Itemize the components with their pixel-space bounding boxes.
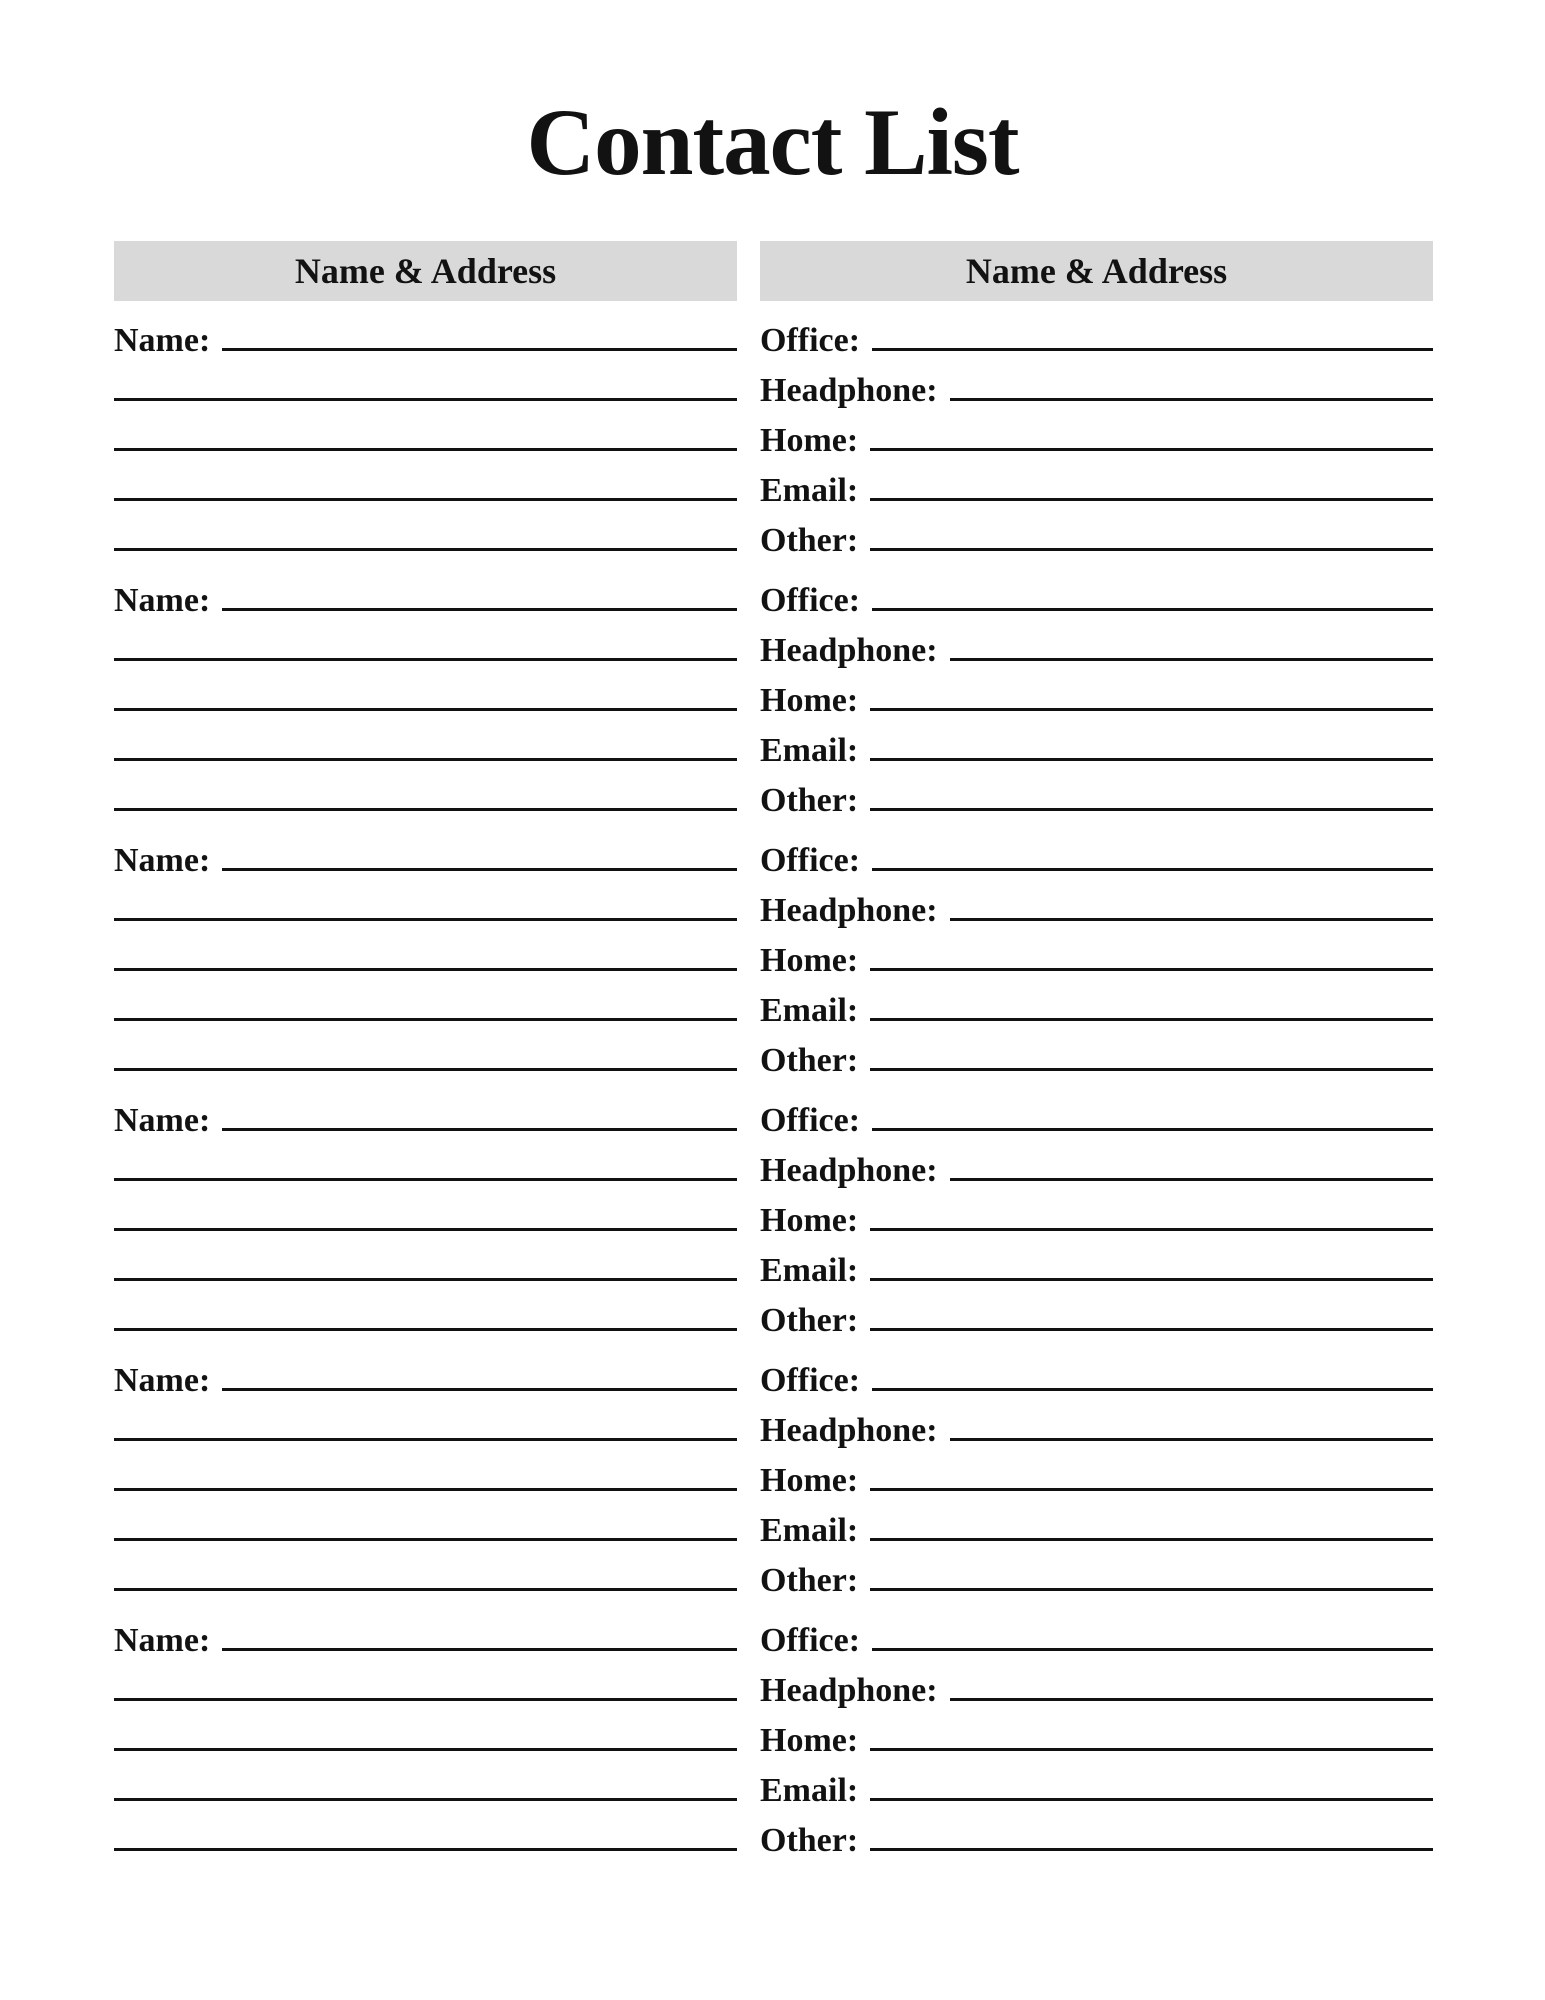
blank-row	[114, 1441, 737, 1491]
field-label: Home:	[760, 422, 859, 459]
field-label: Headphone:	[760, 372, 938, 409]
fill-in-line	[114, 1538, 737, 1541]
fill-in-line	[870, 808, 1433, 811]
field-label: Other:	[760, 522, 859, 559]
blank-row	[114, 1491, 737, 1541]
fill-in-line	[114, 758, 737, 761]
field-label: Email:	[760, 1252, 859, 1289]
field-label: Email:	[760, 732, 859, 769]
field-row	[760, 501, 1433, 559]
field-label: Office:	[760, 842, 861, 879]
field-label: Headphone:	[760, 892, 938, 929]
blank-row	[114, 921, 737, 971]
fill-in-line	[114, 1178, 737, 1181]
fill-in-line	[870, 1798, 1433, 1801]
fill-in-line	[872, 348, 1433, 351]
fill-in-line	[872, 608, 1433, 611]
field-label: Email:	[760, 472, 859, 509]
field-label: Name:	[114, 1102, 211, 1139]
field-row	[760, 1341, 1433, 1399]
field-label: Email:	[760, 1772, 859, 1809]
fill-in-line	[950, 658, 1433, 661]
blank-row	[114, 1701, 737, 1751]
field-label: Other:	[760, 1822, 859, 1859]
field-label: Home:	[760, 1722, 859, 1759]
fill-in-line	[872, 1388, 1433, 1391]
field-label: Home:	[760, 682, 859, 719]
blank-row	[114, 501, 737, 551]
field-label: Office:	[760, 1102, 861, 1139]
column-blocks-right	[760, 301, 1433, 1859]
fill-in-line	[870, 1748, 1433, 1751]
columns-container	[114, 241, 1545, 1859]
contact-block	[760, 1081, 1433, 1339]
field-label: Other:	[760, 1302, 859, 1339]
fill-in-line	[114, 1438, 737, 1441]
fill-in-line	[114, 1068, 737, 1071]
field-label: Office:	[760, 582, 861, 619]
field-row	[760, 301, 1433, 359]
fill-in-line	[950, 398, 1433, 401]
contact-block	[114, 301, 737, 551]
field-row	[760, 761, 1433, 819]
fill-in-line	[870, 1228, 1433, 1231]
fill-in-line	[222, 1388, 737, 1391]
blank-row	[114, 1801, 737, 1851]
field-label: Name:	[114, 1622, 211, 1659]
blank-row	[114, 661, 737, 711]
blank-row	[114, 401, 737, 451]
field-row	[114, 1341, 737, 1399]
fill-in-line	[222, 868, 737, 871]
page-title: Contact List	[526, 89, 1019, 195]
field-label: Home:	[760, 942, 859, 979]
field-row	[760, 1801, 1433, 1859]
field-label: Other:	[760, 1042, 859, 1079]
contact-block	[114, 561, 737, 811]
field-label: Other:	[760, 782, 859, 819]
fill-in-line	[870, 708, 1433, 711]
field-label: Email:	[760, 1512, 859, 1549]
field-row	[760, 1081, 1433, 1139]
fill-in-line	[870, 1068, 1433, 1071]
blank-row	[114, 711, 737, 761]
field-row	[760, 871, 1433, 929]
field-label: Office:	[760, 1622, 861, 1659]
fill-in-line	[870, 968, 1433, 971]
contact-block	[114, 821, 737, 1071]
field-label: Name:	[114, 1362, 211, 1399]
fill-in-line	[870, 1328, 1433, 1331]
blank-row	[114, 1021, 737, 1071]
field-label: Office:	[760, 1362, 861, 1399]
field-label: Headphone:	[760, 1152, 938, 1189]
fill-in-line	[114, 1848, 737, 1851]
fill-in-line	[950, 918, 1433, 921]
field-row	[760, 1231, 1433, 1289]
fill-in-line	[872, 1128, 1433, 1131]
fill-in-line	[950, 1438, 1433, 1441]
fill-in-line	[870, 1538, 1433, 1541]
field-row	[114, 561, 737, 619]
fill-in-line	[222, 348, 737, 351]
field-row	[760, 1391, 1433, 1449]
field-label: Headphone:	[760, 1672, 938, 1709]
fill-in-line	[222, 1648, 737, 1651]
fill-in-line	[114, 1018, 737, 1021]
fill-in-line	[114, 808, 737, 811]
field-row	[760, 561, 1433, 619]
field-row	[114, 1601, 737, 1659]
field-label: Email:	[760, 992, 859, 1029]
blank-row	[114, 451, 737, 501]
contact-block	[760, 1341, 1433, 1599]
field-label: Headphone:	[760, 1412, 938, 1449]
fill-in-line	[872, 1648, 1433, 1651]
fill-in-line	[870, 1588, 1433, 1591]
fill-in-line	[950, 1698, 1433, 1701]
field-label: Home:	[760, 1462, 859, 1499]
field-row	[114, 821, 737, 879]
field-row	[760, 351, 1433, 409]
fill-in-line	[870, 548, 1433, 551]
blank-row	[114, 1181, 737, 1231]
field-row	[760, 611, 1433, 669]
field-row	[760, 1651, 1433, 1709]
fill-in-line	[114, 968, 737, 971]
fill-in-line	[114, 658, 737, 661]
column-header-left: Name & Address	[114, 241, 737, 301]
fill-in-line	[114, 1228, 737, 1231]
field-label: Home:	[760, 1202, 859, 1239]
field-label: Office:	[760, 322, 861, 359]
fill-in-line	[114, 548, 737, 551]
fill-in-line	[222, 1128, 737, 1131]
fill-in-line	[114, 498, 737, 501]
field-row	[114, 1081, 737, 1139]
fill-in-line	[114, 918, 737, 921]
field-row	[760, 711, 1433, 769]
contact-block	[760, 561, 1433, 819]
field-label: Name:	[114, 582, 211, 619]
fill-in-line	[870, 448, 1433, 451]
contact-block	[114, 1341, 737, 1591]
fill-in-line	[870, 1278, 1433, 1281]
field-row	[114, 301, 737, 359]
field-row	[760, 971, 1433, 1029]
contact-block	[114, 1601, 737, 1851]
column-header-right: Name & Address	[760, 241, 1433, 301]
blank-row	[114, 1281, 737, 1331]
fill-in-line	[114, 1798, 737, 1801]
fill-in-line	[870, 1488, 1433, 1491]
contact-block	[760, 301, 1433, 559]
contact-column-left	[114, 241, 737, 1851]
field-row	[760, 1021, 1433, 1079]
blank-row	[114, 1231, 737, 1281]
blank-row	[114, 1751, 737, 1801]
fill-in-line	[114, 1698, 737, 1701]
contact-block	[114, 1081, 737, 1331]
fill-in-line	[870, 498, 1433, 501]
fill-in-line	[870, 758, 1433, 761]
fill-in-line	[114, 1748, 737, 1751]
field-row	[760, 821, 1433, 879]
fill-in-line	[114, 1278, 737, 1281]
fill-in-line	[114, 1328, 737, 1331]
fill-in-line	[870, 1848, 1433, 1851]
field-label: Other:	[760, 1562, 859, 1599]
fill-in-line	[872, 868, 1433, 871]
field-row	[760, 451, 1433, 509]
contact-block	[760, 821, 1433, 1079]
fill-in-line	[222, 608, 737, 611]
field-row	[760, 1751, 1433, 1809]
field-label: Name:	[114, 842, 211, 879]
fill-in-line	[114, 708, 737, 711]
blank-row	[114, 1541, 737, 1591]
fill-in-line	[114, 1488, 737, 1491]
fill-in-line	[114, 398, 737, 401]
fill-in-line	[114, 448, 737, 451]
field-row	[760, 1131, 1433, 1189]
field-row	[760, 1541, 1433, 1599]
field-row	[760, 1281, 1433, 1339]
field-row	[760, 1491, 1433, 1549]
fill-in-line	[870, 1018, 1433, 1021]
field-label: Name:	[114, 322, 211, 359]
blank-row	[114, 971, 737, 1021]
fill-in-line	[950, 1178, 1433, 1181]
blank-row	[114, 761, 737, 811]
contact-column-right	[760, 241, 1433, 1859]
contact-block	[760, 1601, 1433, 1859]
field-label: Headphone:	[760, 632, 938, 669]
field-row	[760, 1601, 1433, 1659]
fill-in-line	[114, 1588, 737, 1591]
column-blocks-left	[114, 301, 737, 1851]
